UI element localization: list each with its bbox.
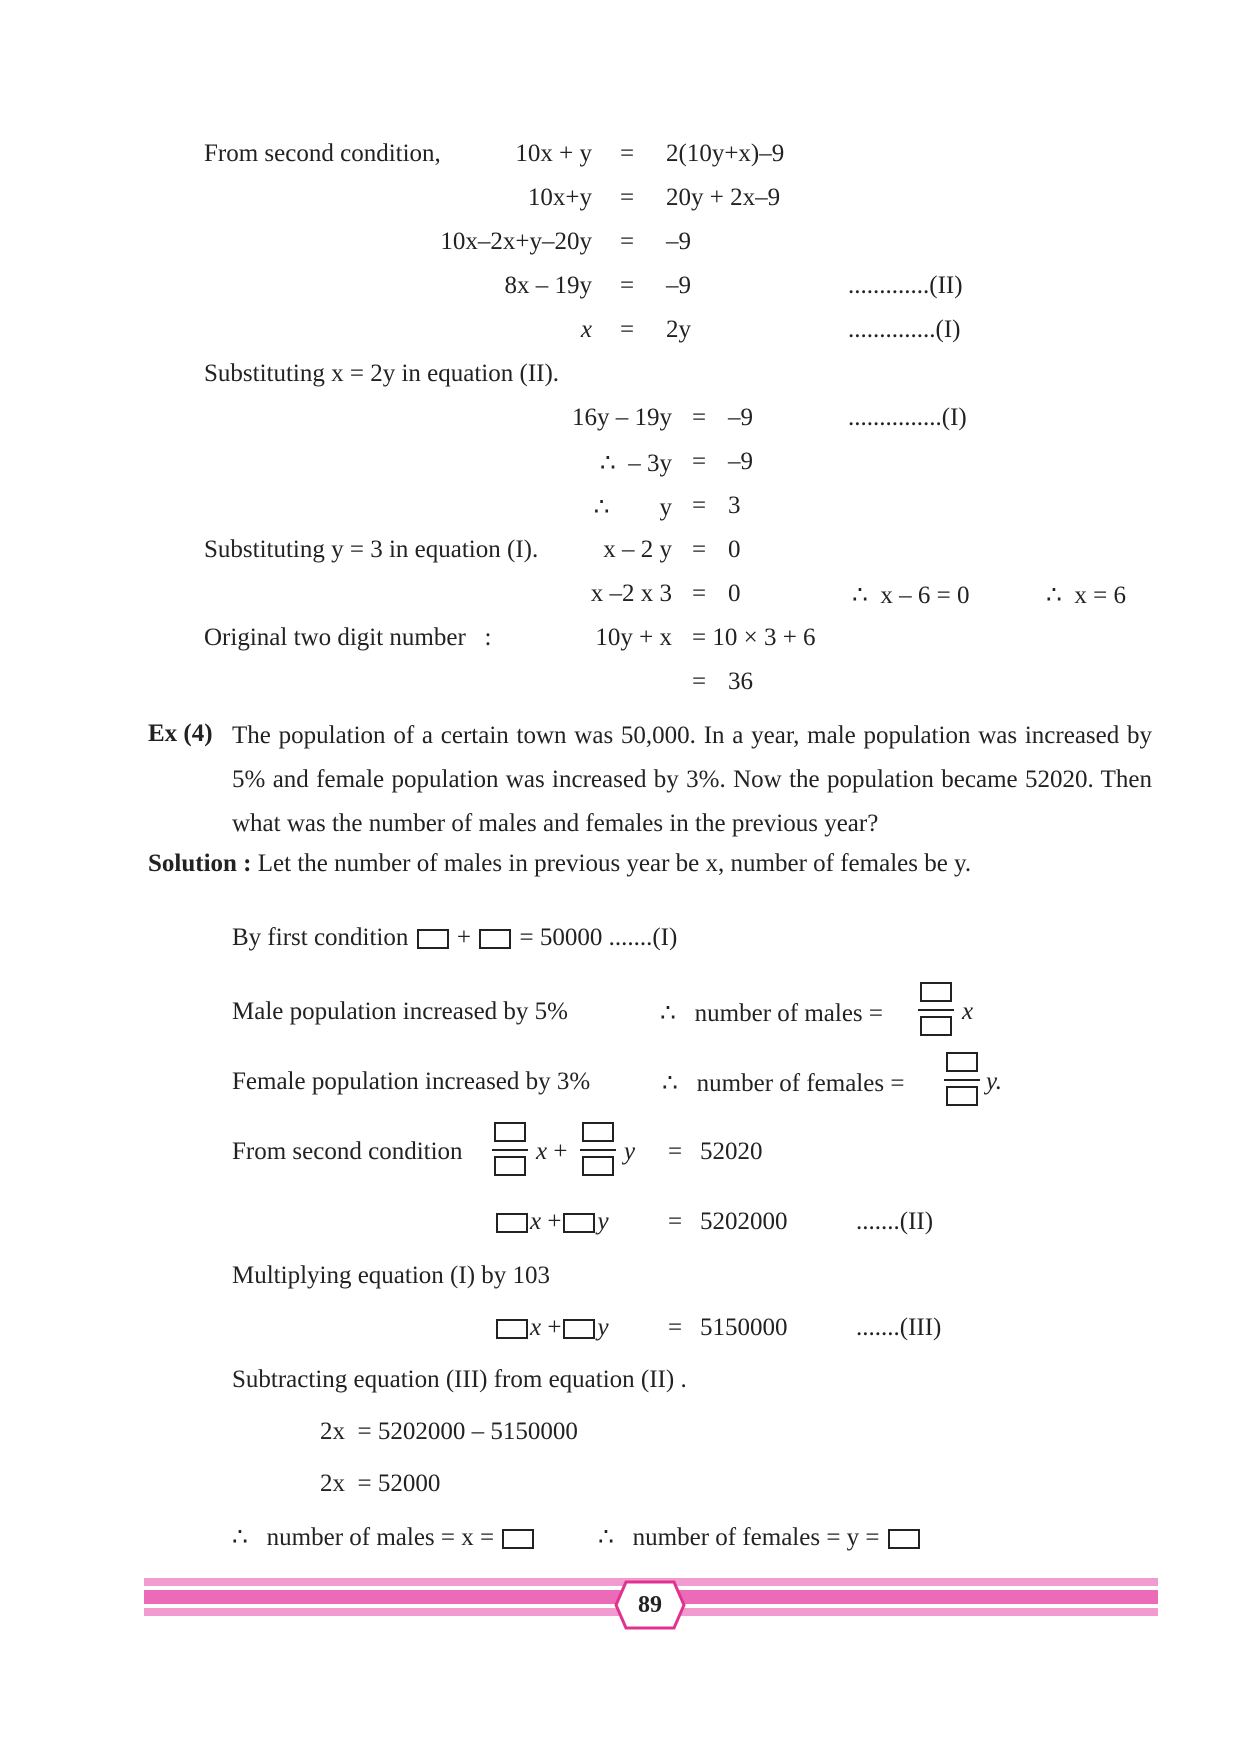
eq2-rhs: 20y + 2x–9 <box>666 184 781 211</box>
females-result-label: ∴ number of females = y = <box>598 1524 880 1551</box>
blank-box[interactable] <box>496 1213 528 1233</box>
eq-III-rhs: 5150000 <box>700 1314 788 1341</box>
blank-box[interactable] <box>582 1156 614 1176</box>
males-result-line <box>232 1522 536 1552</box>
eq2-lhs: 10x+y <box>527 184 592 211</box>
var-y: y <box>597 1314 609 1341</box>
female-var: y. <box>986 1068 1002 1095</box>
original-number-label: Original two digit number : <box>204 624 492 651</box>
blank-box[interactable] <box>582 1122 614 1142</box>
blank-box[interactable] <box>920 982 952 1002</box>
eq6-lhs: 16y – 19y <box>572 404 672 431</box>
solution-label: Solution : <box>148 850 252 877</box>
eq10-equals: = <box>692 580 707 607</box>
eq-II-tag: .......(II) <box>856 1208 934 1235</box>
multiplying-label: Multiplying equation (I) by 103 <box>232 1262 551 1289</box>
blank-box[interactable] <box>494 1156 526 1176</box>
eq8-equals: = <box>692 492 707 519</box>
male-increase-label: Male population increased by 5% <box>232 998 569 1025</box>
example-label: Ex (4) <box>148 720 213 747</box>
eq5-tag: ..............(I) <box>848 316 961 343</box>
example-text: The population of a certain town was 50,000. In a year, male population was increased by 5% and female population was increased by 3%. Now the population became 52020. Then what was the number of males and females in the previous year? <box>232 722 1152 837</box>
eq3-equals: = <box>620 228 635 255</box>
eq-2x-a: 2x = 5202000 – 5150000 <box>320 1418 578 1445</box>
solution-line <box>148 850 971 878</box>
from-second-condition-label: From second condition, <box>204 140 441 167</box>
eq5-lhs: x <box>580 316 592 343</box>
var-x: x <box>530 1314 542 1341</box>
eq6-rhs: –9 <box>728 404 753 431</box>
fraction-bar <box>580 1149 616 1151</box>
blank-box[interactable] <box>502 1529 534 1549</box>
eq9-lhs: x – 2 y <box>603 536 672 563</box>
plus-sign: + <box>547 1314 562 1341</box>
blank-box[interactable] <box>946 1052 978 1072</box>
eq5-equals: = <box>620 316 635 343</box>
eq-III-line <box>494 1314 609 1342</box>
eq6-tag: ...............(I) <box>848 404 967 431</box>
male-count-label: ∴ number of males = <box>660 1000 884 1027</box>
page-number: 89 <box>638 1592 662 1618</box>
eq4-tag: .............(II) <box>848 272 963 299</box>
eq-III-equals: = <box>668 1314 683 1341</box>
blank-box[interactable] <box>494 1122 526 1142</box>
subtracting-label: Subtracting equation (III) from equation (II) . <box>232 1366 687 1393</box>
first-condition-rhs: = 50000 .......(I) <box>519 924 678 951</box>
first-condition-label: By first condition <box>232 924 409 951</box>
plus-sign: + <box>547 1208 562 1235</box>
blank-box[interactable] <box>417 929 449 949</box>
var-x: x <box>536 1138 548 1165</box>
var-x: x <box>530 1208 542 1235</box>
second-var-y: y <box>624 1138 636 1165</box>
eq1-lhs: 10x + y <box>515 140 592 167</box>
fraction-bar <box>492 1149 528 1151</box>
eq8-rhs: 3 <box>728 492 741 519</box>
eq10-note-2: ∴ x = 6 <box>1046 582 1127 609</box>
males-result-label: ∴ number of males = x = <box>232 1524 495 1551</box>
blank-box[interactable] <box>496 1319 528 1339</box>
eq9-rhs: 0 <box>728 536 741 563</box>
eq7-lhs: ∴ – 3y <box>599 450 672 477</box>
plus-sign: + <box>456 924 471 951</box>
eq9-equals: = <box>692 536 707 563</box>
second-rhs: 52020 <box>700 1138 763 1165</box>
blank-box[interactable] <box>479 929 511 949</box>
eq11-rhs: = 10 × 3 + 6 <box>692 624 816 651</box>
blank-box[interactable] <box>563 1319 595 1339</box>
blank-box[interactable] <box>920 1016 952 1036</box>
substitution-2: Substituting y = 3 in equation (I). <box>204 536 539 563</box>
eq11-lhs: 10y + x <box>595 624 672 651</box>
eq-II-equals: = <box>668 1208 683 1235</box>
eq5-rhs: 2y <box>666 316 691 343</box>
eq8-lhs: ∴ y <box>593 494 672 521</box>
eq10-rhs: 0 <box>728 580 741 607</box>
blank-box[interactable] <box>946 1086 978 1106</box>
eq12-rhs: 36 <box>728 668 753 695</box>
substitution-1: Substituting x = 2y in equation (II). <box>204 360 560 387</box>
eq10-lhs: x –2 x 3 <box>590 580 672 607</box>
from-second-label: From second condition <box>232 1138 463 1165</box>
eq10-note-1: ∴ x – 6 = 0 <box>852 582 970 609</box>
first-condition-line <box>232 924 677 952</box>
plus-sign: + <box>553 1138 568 1165</box>
eq-III-tag: .......(III) <box>856 1314 942 1341</box>
females-result-line <box>598 1522 922 1552</box>
eq6-equals: = <box>692 404 707 431</box>
second-equals: = <box>668 1138 683 1165</box>
eq4-lhs: 8x – 19y <box>504 272 592 299</box>
eq-2x-b: 2x = 52000 <box>320 1470 441 1497</box>
eq2-equals: = <box>620 184 635 211</box>
eq4-rhs: –9 <box>666 272 691 299</box>
blank-box[interactable] <box>888 1529 920 1549</box>
eq1-equals: = <box>620 140 635 167</box>
eq7-rhs: –9 <box>728 448 753 475</box>
solution-text: Let the number of males in previous year be x, number of females be y. <box>257 850 972 877</box>
female-increase-label: Female population increased by 3% <box>232 1068 591 1095</box>
fraction-bar <box>918 1009 954 1011</box>
eq3-rhs: –9 <box>666 228 691 255</box>
eq-II-line <box>494 1208 609 1236</box>
eq-II-rhs: 5202000 <box>700 1208 788 1235</box>
blank-box[interactable] <box>563 1213 595 1233</box>
male-var: x <box>962 998 974 1025</box>
second-x-plus <box>536 1138 567 1166</box>
fraction-bar <box>944 1079 980 1081</box>
eq7-equals: = <box>692 448 707 475</box>
eq1-rhs: 2(10y+x)–9 <box>666 140 785 167</box>
eq4-equals: = <box>620 272 635 299</box>
eq12-equals: = <box>692 668 707 695</box>
eq3-lhs: 10x–2x+y–20y <box>440 228 592 255</box>
female-count-label: ∴ number of females = <box>662 1070 905 1097</box>
var-y: y <box>597 1208 609 1235</box>
